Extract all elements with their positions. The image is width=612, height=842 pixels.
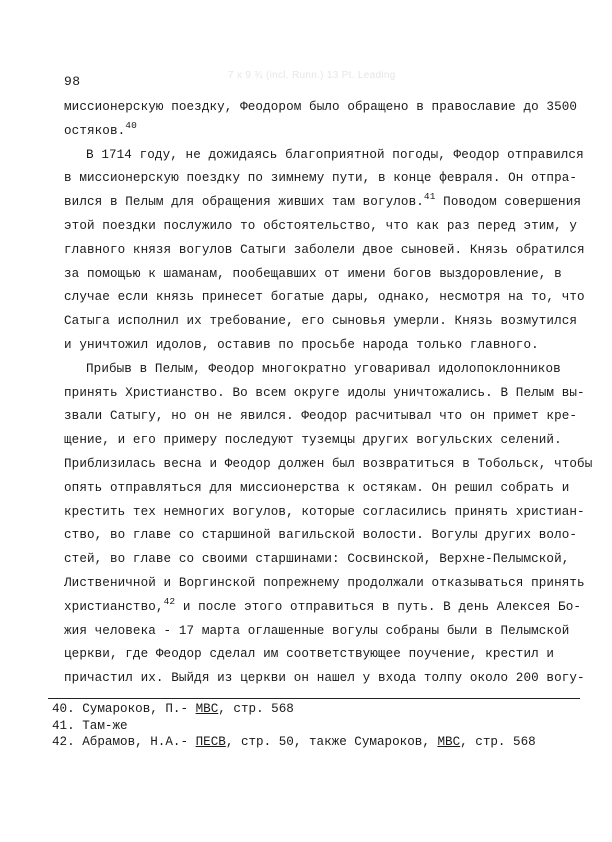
text-span: и после этого отправиться в путь. В день Алексея Бо- xyxy=(175,599,582,614)
text-span: 42. Абрамов, Н.А.- xyxy=(52,735,196,749)
text-line: щение, и его примеру последуют туземцы других вогульских селений. xyxy=(64,433,562,448)
footnote-42 xyxy=(52,734,536,751)
text-line: этой поездки послужило то обстоятельство, что как раз перед этим, у xyxy=(64,218,578,233)
text-line: звали Сатыгу, но он не явился. Феодор расчитывал что он примет кре- xyxy=(64,409,578,424)
source-abbrev: ПЕСВ xyxy=(195,735,226,749)
footnote-marker-42: 42 xyxy=(163,595,176,607)
source-abbrev: МВС xyxy=(437,735,461,749)
text-line: принять Христианство. Во всем округе идолы уничтожались. В Пелым вы- xyxy=(64,385,585,400)
ghost-header-text: 7 x 9 ¾ (incl. Runn.) 13 Pt. Leading xyxy=(228,70,396,81)
text-line: случае если князь принесет богатые дары, однако, несмотря на то, что xyxy=(64,290,585,305)
footnotes xyxy=(52,701,536,751)
text-line: Сатыга исполнил их требование, его сыновья умерли. Князь возмутился xyxy=(64,314,578,329)
text-line: главного князя вогулов Сатыги заболели двое сыновей. Князь обратился xyxy=(64,242,585,257)
text-line: опять отправляться для миссионерства к остякам. Он решил собрать и xyxy=(64,480,570,495)
text-span: христианство, xyxy=(64,599,164,614)
text-line: за помощью к шаманам, пообещавших от имени богов выздоровление, в xyxy=(64,266,562,281)
text-line: В 1714 году, не дожидаясь благоприятной погоды, Феодор отправился xyxy=(86,147,584,162)
text-span: Поводом совершения xyxy=(435,195,582,210)
text-line: Приблизилась весна и Феодор должен был возвратиться в Тобольск, чтобы xyxy=(64,456,593,471)
text-span: 40. Сумароков, П.- xyxy=(52,702,196,716)
text-line: стей, во главе со своими старшинами: Сосвинской, Верхне-Пелымской, xyxy=(64,552,570,567)
source-abbrev: МВС xyxy=(195,702,219,716)
text-line: церкви, где Феодор сделал им соответствующее поучение, крестил и xyxy=(64,647,555,662)
text-span: остяков. xyxy=(64,123,126,138)
text-line: причастил их. Выйдя из церкви он нашел у входа толпу около 200 вогу- xyxy=(64,671,585,686)
text-line: Прибыв в Пелым, Феодор многократно уговаривал идолопоклонников xyxy=(86,361,561,376)
footnote-marker-41: 41 xyxy=(423,191,436,203)
footnote-separator xyxy=(48,698,580,699)
text-span: вился в Пелым для обращения живших там вогулов. xyxy=(64,195,424,210)
text-line: миссионерскую поездку, Феодором было обращено в православие до 3500 xyxy=(64,100,578,114)
text-line: Лиственичной и Воргинской попрежнему продолжали отказываться принять xyxy=(64,575,585,590)
text-line xyxy=(64,191,584,215)
text-line: ство, во главе со старшиной вагильской волости. Вогулы других воло- xyxy=(64,528,578,543)
text-line xyxy=(64,596,584,620)
text-line: жия человека - 17 марта оглашенные вогулы собраны были в Пелымской xyxy=(64,623,570,638)
text-line: крестить тех немногих вогулов, которые согласились принять христиан- xyxy=(64,504,585,519)
text-span: , стр. 568 xyxy=(218,702,294,716)
text-span: 41. Там-же xyxy=(52,718,128,733)
footnote-40 xyxy=(52,701,536,718)
main-text xyxy=(64,96,593,691)
text-line xyxy=(64,120,584,144)
footnote-41 xyxy=(52,718,536,735)
text-line: и уничтожил идолов, оставив по просьбе народа только главного. xyxy=(64,337,539,352)
text-span: , стр. 568 xyxy=(460,735,536,749)
text-span: , стр. 50, также Сумароков, xyxy=(225,735,438,749)
text-line: в миссионерскую поездку по зимнему пути, в конце февраля. Он отпра- xyxy=(64,171,578,186)
page-number: 98 xyxy=(64,74,81,89)
footnote-marker-40: 40 xyxy=(125,119,137,131)
